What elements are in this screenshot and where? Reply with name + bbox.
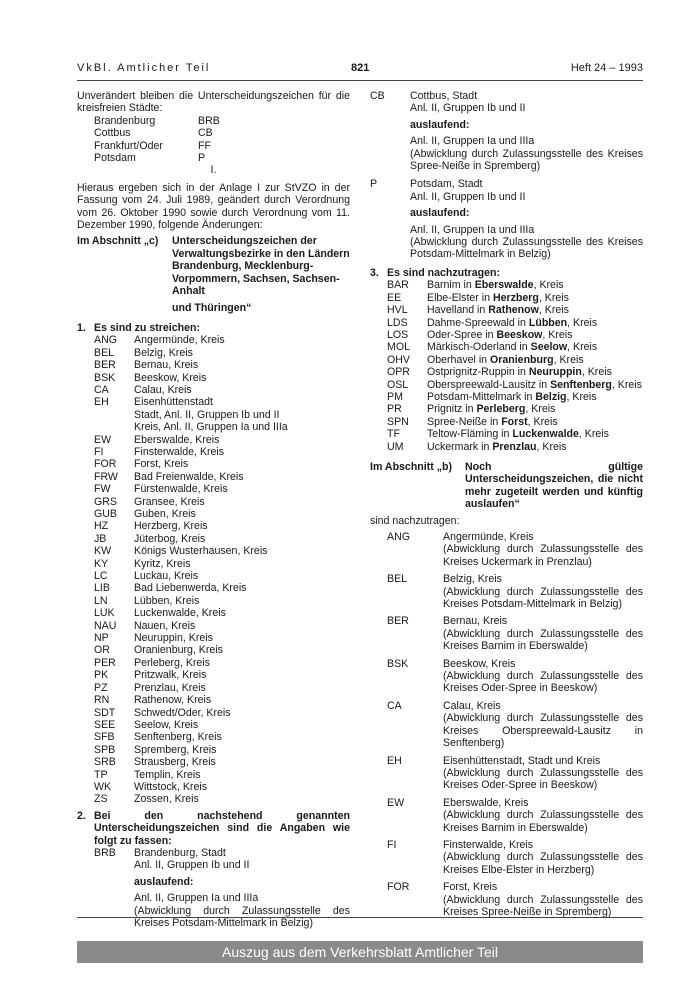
district-seat: Perleberg: [476, 403, 526, 416]
nachzutragen-label: sind nachzutragen:: [370, 514, 460, 527]
district-seat: Eberswalde: [474, 279, 534, 292]
list-item: [387, 700, 643, 750]
list-item: [387, 279, 643, 291]
entry-title: Eisenhüttenstadt, Stadt und Kreis: [443, 754, 601, 767]
entry-code: GRS: [94, 495, 117, 508]
list-item: [94, 595, 350, 607]
entry-code: NP: [94, 632, 109, 645]
entry-text: Eisenhüttenstadt: [134, 396, 213, 409]
entry-text: Nauen, Kreis: [134, 619, 196, 632]
district-seat: Belzig: [535, 390, 567, 403]
section-2-heading: 2. Bei den nachstehend genannten Unterscheidungszeichen sind die Angaben wie folgt zu fassen:: [77, 809, 350, 847]
list-item: [94, 769, 350, 781]
entry-note: (Abwicklung durch Zulassungsstelle des Kreises Spree-Neiße in Spremberg): [443, 893, 643, 918]
entry-code: EH: [387, 754, 402, 767]
entry-code: EE: [387, 291, 402, 304]
entry-code: TP: [94, 768, 108, 781]
list-item: [387, 881, 643, 918]
list-item: [387, 366, 643, 378]
list-item: [387, 304, 643, 316]
entry-code: EW: [387, 796, 405, 809]
city-list: [77, 115, 350, 165]
entry-text: Strausberg, Kreis: [134, 756, 216, 769]
entry-note: (Abwicklung durch Zulassungsstelle des Kreises Barnim in Eberswalde): [443, 627, 643, 653]
p-entry: P Potsdam, Stadt Anl. II, Gruppen Ib und II auslaufend: Anl. II, Gruppen Ia und IIIa (Abwicklung durch Zulassungsstelle des Kreises Potsdam-Mittelmark in Belzig): [370, 178, 643, 261]
cb-entry: CB Cottbus, Stadt Anl. II, Gruppen Ib und II auslaufend: Anl. II, Gruppen Ia und IIIa (Abwicklung durch Zulassungsstelle des Kreises Spree-Neiße in Spremberg): [370, 90, 643, 173]
entry-code: TF: [387, 428, 400, 441]
section-3-heading: 3. Es sind nachzutragen:: [370, 266, 501, 279]
list-item: [94, 694, 350, 706]
entry-text: Dahme-Spreewald in Lübben, Kreis: [427, 316, 598, 329]
list-item: [94, 334, 350, 346]
entry-note: (Abwicklung durch Zulassungsstelle des Kreises Oberspreewald-Lausitz in Senftenberg): [443, 712, 643, 750]
entry-code: BRB: [94, 846, 116, 859]
entry-text: Bad Freienwalde, Kreis: [134, 470, 244, 483]
entry-text: Potsdam-Mittelmark in Belzig, Kreis: [427, 390, 597, 403]
list-item: [94, 781, 350, 793]
entry-code: FW: [94, 483, 111, 496]
entry-code: LC: [94, 570, 108, 583]
list-item: [94, 384, 350, 396]
roman-numeral: I.: [210, 164, 217, 177]
list-item: [94, 582, 350, 594]
list-item: [387, 615, 643, 652]
entry-code: SPB: [94, 743, 116, 756]
list-item: [387, 341, 643, 353]
list-item: [387, 329, 643, 341]
entry-code: FI: [94, 445, 104, 458]
list-item: [94, 347, 350, 359]
entry-code: [94, 409, 134, 421]
district-seat: Herzberg: [492, 291, 539, 304]
entry-title: Bernau, Kreis: [443, 615, 508, 628]
entry-text: Oberhavel in Oranienburg, Kreis: [427, 353, 584, 366]
left-column: [77, 90, 350, 929]
district-seat: Senftenberg: [550, 378, 612, 391]
entry-code: UM: [387, 440, 404, 453]
entry-text: Fürstenwalde, Kreis: [134, 483, 228, 496]
entry-code: CB: [370, 90, 385, 102]
entry-code: RN: [94, 694, 110, 707]
district-seat: Beeskow: [496, 328, 543, 341]
entry-text: Wittstock, Kreis: [134, 780, 207, 793]
list-item: [94, 607, 350, 619]
abschnitt-b-heading: Im Abschnitt „b) Noch gültige Unterscheidungszeichen, die nicht mehr zugeteilt werden und künftig auslaufen“: [370, 460, 643, 511]
entry-code: BAR: [387, 279, 409, 292]
entry-code: CA: [94, 383, 109, 396]
entry-code: LOS: [387, 328, 409, 341]
entry-title: Angermünde, Kreis: [443, 531, 534, 543]
entry-code: ANG: [387, 531, 410, 543]
page-number: 821: [351, 62, 370, 74]
entry-code: LUK: [94, 607, 115, 620]
entry-code: OSL: [387, 378, 409, 391]
entry-code: [94, 421, 134, 433]
city-row: Cottbus CB: [94, 127, 213, 140]
entry-text: Spremberg, Kreis: [134, 743, 217, 756]
entry-code: SFB: [94, 731, 115, 744]
list-item: [94, 558, 350, 570]
entry-text: Stadt, Anl. II, Gruppen Ib und II: [134, 408, 280, 421]
entry-text: Calau, Kreis: [134, 383, 192, 396]
entry-note: (Abwicklung durch Zulassungsstelle des Kreises Uckermark in Prenzlau): [443, 543, 643, 568]
entry-text: Märkisch-Oderland in Seelow, Kreis: [427, 341, 598, 354]
entry-note: (Abwicklung durch Zulassungsstelle des Kreises Oder-Spree in Beeskow): [443, 766, 643, 792]
list-item: [94, 731, 350, 743]
entry-code: WK: [94, 780, 112, 793]
page-header: [77, 62, 643, 78]
list-item: [94, 632, 350, 644]
journal-name: VkBl. Amtlicher Teil: [77, 62, 211, 74]
changes-paragraph: Hieraus ergeben sich in der Anlage I zur StVZO in der Fassung vom 24. Juli 1989, geändert durch Verordnung vom 26. Oktober 1990 sowie durch Verordnung vom 11. Dezember 1990, folgende Änderungen:: [77, 181, 350, 232]
entry-code: FRW: [94, 470, 118, 483]
district-seat: Seelow: [530, 341, 568, 354]
entry-text: Elbe-Elster in Herzberg, Kreis: [427, 291, 569, 304]
list-item: [94, 421, 350, 433]
entry-text: Barnim in Eberswalde, Kreis: [427, 279, 564, 292]
section-1-heading: 1. Es sind zu streichen:: [77, 321, 200, 334]
list-item: [387, 428, 643, 440]
intro-paragraph: Unverändert bleiben die Unterscheidungszeichen für die kreisfreien Städte:: [77, 90, 350, 115]
list-item: [94, 719, 350, 731]
list-item: [387, 391, 643, 403]
list-item: [94, 396, 350, 408]
list-item: [94, 409, 350, 421]
entry-text: Templin, Kreis: [134, 768, 201, 781]
list-item: [94, 359, 350, 371]
district-seat: Rathenow: [488, 304, 539, 317]
entry-code: BER: [387, 615, 409, 628]
entry-note: (Abwicklung durch Zulassungsstelle des Kreises Oder-Spree in Beeskow): [443, 670, 643, 695]
entry-code: OR: [94, 644, 110, 657]
entry-code: BEL: [387, 573, 408, 586]
entry-code: FI: [387, 838, 397, 851]
entry-text: Jüterbog, Kreis: [134, 532, 206, 545]
entry-text: Gransee, Kreis: [134, 495, 205, 508]
list-item: [94, 372, 350, 384]
entry-title: Finsterwalde, Kreis: [443, 838, 534, 851]
entry-code: BER: [94, 359, 116, 372]
entry-text: Bad Liebenwerda, Kreis: [134, 582, 247, 595]
entry-text: Forst, Kreis: [134, 458, 189, 471]
entry-code: MOL: [387, 341, 410, 354]
entry-text: Havelland in Rathenow, Kreis: [427, 304, 569, 317]
entry-code: PR: [387, 403, 402, 416]
district-seat: Prenzlau: [492, 440, 537, 453]
list-item: [94, 682, 350, 694]
entry-title: Calau, Kreis: [443, 699, 501, 712]
entry-text: Neuruppin, Kreis: [134, 632, 213, 645]
list-item: [387, 531, 643, 568]
entry-code: SEE: [94, 718, 116, 731]
list-item: [94, 496, 350, 508]
entry-code: SRB: [94, 756, 116, 769]
entry-code: HVL: [387, 304, 408, 317]
list-item: [94, 644, 350, 656]
entry-text: Guben, Kreis: [134, 508, 196, 520]
entry-text: Prenzlau, Kreis: [134, 681, 206, 694]
list-item: [94, 620, 350, 632]
list-item: [94, 471, 350, 483]
entry-code: PER: [94, 656, 116, 669]
entry-text: Finsterwalde, Kreis: [134, 445, 225, 458]
district-seat: Forst: [501, 415, 528, 428]
list-item: [94, 434, 350, 446]
entry-code: SDT: [94, 706, 116, 719]
entry-text: Eberswalde, Kreis: [134, 433, 220, 446]
entry-code: ANG: [94, 334, 117, 347]
section-1-list: [77, 334, 350, 805]
entry-text: Perleberg, Kreis: [134, 656, 210, 669]
list-item: [94, 458, 350, 470]
issue-label: Heft 24 – 1993: [570, 62, 643, 74]
entry-text: Lübben, Kreis: [134, 594, 200, 607]
list-item: [94, 545, 350, 557]
list-item: [94, 570, 350, 582]
district-seat: Lübben: [528, 316, 568, 329]
entry-text: Seelow, Kreis: [134, 718, 199, 731]
entry-code: PZ: [94, 681, 108, 694]
entry-title: Forst, Kreis: [443, 881, 498, 894]
list-item: [387, 755, 643, 792]
entry-text: Oberspreewald-Lausitz in Senftenberg, Kreis: [427, 378, 642, 391]
entry-text: Teltow-Fläming in Luckenwalde, Kreis: [427, 428, 609, 441]
list-item: [94, 707, 350, 719]
entry-code: SPN: [387, 415, 409, 428]
entry-text: Belzig, Kreis: [134, 346, 193, 359]
entry-code: LIB: [94, 582, 110, 595]
entry-code: GUB: [94, 508, 117, 520]
city-row: Frankfurt/Oder FF: [94, 139, 211, 152]
entry-title: Eberswalde, Kreis: [443, 796, 529, 809]
entry-text: Pritzwalk, Kreis: [134, 669, 207, 682]
list-item: [94, 533, 350, 545]
entry-code: NAU: [94, 619, 117, 632]
entry-code: P: [370, 178, 378, 191]
entry-title: Beeskow, Kreis: [443, 657, 516, 670]
list-item: [94, 669, 350, 681]
list-item: [387, 839, 643, 876]
footer-rule: [77, 917, 643, 918]
footer-banner: Auszug aus dem Verkehrsblatt Amtlicher Teil: [77, 941, 643, 963]
district-seat: Neuruppin: [528, 366, 582, 379]
district-seat: Luckenwalde: [512, 428, 579, 441]
brb-entry: BRB Brandenburg, Stadt Anl. II, Gruppen Ib und II auslaufend: Anl. II, Gruppen Ia und IIIa (Abwicklung durch Zulassungsstelle des Kreises Potsdam-Mittelmark in Belzig): [94, 846, 350, 929]
entry-text: Ostprignitz-Ruppin in Neuruppin, Kreis: [427, 366, 612, 379]
list-item: [387, 658, 643, 695]
entry-text: Herzberg, Kreis: [134, 520, 208, 533]
entry-text: Angermünde, Kreis: [134, 334, 225, 347]
entry-text: Rathenow, Kreis: [134, 694, 212, 707]
entry-code: BSK: [94, 371, 116, 384]
entry-code: OPR: [387, 366, 410, 379]
list-item: [387, 416, 643, 428]
abschnitt-c-heading-cont: und Thüringen“: [172, 301, 252, 314]
entry-code: LDS: [387, 316, 408, 329]
list-item: [94, 483, 350, 495]
entry-text: Königs Wusterhausen, Kreis: [134, 545, 268, 558]
entry-text: Spree-Neiße in Forst, Kreis: [427, 415, 558, 428]
entry-code: ZS: [94, 793, 108, 806]
entry-code: BSK: [387, 657, 409, 670]
entry-code: EW: [94, 433, 112, 446]
list-item: [94, 520, 350, 532]
entry-code: JB: [94, 532, 107, 545]
entry-text: Luckenwalde, Kreis: [134, 607, 226, 620]
list-item: [387, 379, 643, 391]
entry-code: HZ: [94, 520, 109, 533]
entry-text: Oranienburg, Kreis: [134, 644, 223, 657]
city-row: Brandenburg BRB: [94, 114, 220, 127]
entry-code: FOR: [387, 881, 410, 894]
list-item: [387, 317, 643, 329]
entry-note: (Abwicklung durch Zulassungsstelle des Kreises Potsdam-Mittelmark in Belzig): [443, 585, 643, 611]
city-row: Potsdam P: [94, 152, 206, 165]
entry-note: (Abwicklung durch Zulassungsstelle des Kreises Barnim in Eberswalde): [443, 809, 643, 834]
entry-code: PM: [387, 390, 403, 403]
section-abschnitt-b-list: [370, 531, 643, 918]
list-item: [387, 354, 643, 366]
entry-text: Bernau, Kreis: [134, 359, 199, 372]
entry-text: Uckermark in Prenzlau, Kreis: [427, 440, 567, 453]
entry-code: KW: [94, 545, 112, 558]
list-item: [94, 744, 350, 756]
entry-text: Zossen, Kreis: [134, 793, 199, 806]
entry-text: Prignitz in Perleberg, Kreis: [427, 403, 556, 416]
list-item: [94, 793, 350, 805]
right-column: [370, 90, 643, 918]
entry-text: Kreis, Anl. II, Gruppen Ia und IIIa: [134, 421, 288, 434]
list-item: [387, 292, 643, 304]
section-3-list: [370, 279, 643, 453]
entry-text: Kyritz, Kreis: [134, 557, 191, 570]
list-item: [387, 403, 643, 415]
entry-code: CA: [387, 699, 402, 712]
entry-text: Luckau, Kreis: [134, 570, 199, 583]
entry-note: (Abwicklung durch Zulassungsstelle des Kreises Elbe-Elster in Herzberg): [443, 851, 643, 876]
header-rule: [77, 80, 643, 81]
district-seat: Oranienburg: [490, 353, 554, 366]
list-item: [94, 508, 350, 520]
list-item: [387, 573, 643, 610]
list-item: [94, 657, 350, 669]
list-item: [387, 797, 643, 834]
entry-code: FOR: [94, 458, 117, 471]
list-item: [387, 441, 643, 453]
entry-code: LN: [94, 594, 108, 607]
entry-code: PK: [94, 669, 109, 682]
entry-code: BEL: [94, 346, 115, 359]
abschnitt-c-heading: Im Abschnitt „c) Unterscheidungszeichen der Verwaltungsbezirke in den Ländern Brandenburg, Mecklenburg-Vorpommern, Sachsen, Sachsen-Anhalt: [77, 235, 350, 298]
entry-title: Belzig, Kreis: [443, 573, 502, 586]
list-item: [94, 756, 350, 768]
entry-text: Oder-Spree in Beeskow, Kreis: [427, 328, 573, 341]
list-item: [94, 446, 350, 458]
entry-text: Senftenberg, Kreis: [134, 731, 222, 744]
entry-text: Schwedt/Oder, Kreis: [134, 706, 231, 719]
entry-code: OHV: [387, 353, 410, 366]
entry-code: EH: [94, 396, 109, 409]
entry-text: Beeskow, Kreis: [134, 371, 207, 384]
entry-code: KY: [94, 557, 109, 570]
